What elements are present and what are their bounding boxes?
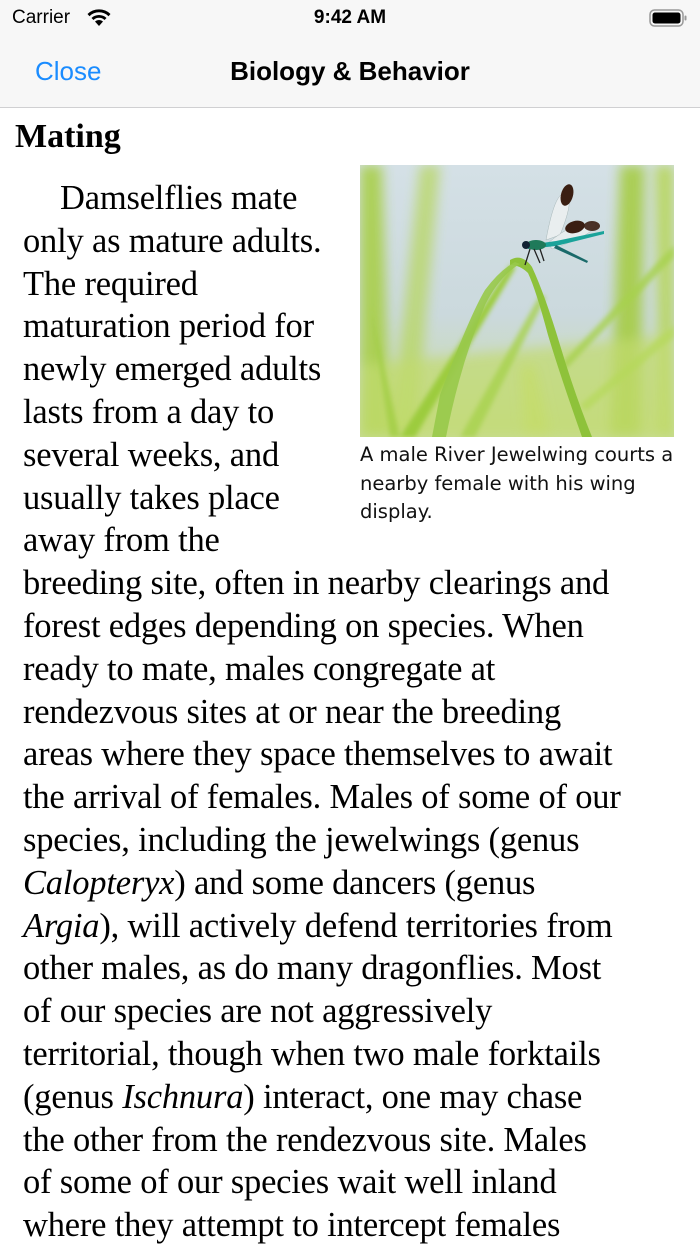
genus-ischnura: Ischnura — [122, 1077, 244, 1116]
close-button[interactable]: Close — [35, 56, 102, 86]
text-line: species, including the jewelwings (genus — [23, 820, 580, 859]
text-line: rendezvous sites at or near the breeding — [23, 692, 562, 731]
text-line: usually takes place — [23, 478, 280, 517]
text-line-with-italic: (genus Ischnura) interact, one may chase — [23, 1077, 583, 1116]
article-scroll-view[interactable] — [0, 109, 700, 1244]
text-line: the arrival of females. Males of some of our — [23, 778, 621, 817]
text-line: of some of our species wait well inland — [23, 1163, 557, 1202]
text-line-with-italic: Argia), will actively defend territories from — [23, 906, 613, 945]
text-line: Damselflies mate — [60, 179, 298, 217]
text-line: several weeks, and — [23, 435, 279, 474]
text-line: breeding site, often in nearby clearings and — [23, 564, 610, 603]
text-line: away from the — [23, 521, 220, 560]
text-line: areas where they space themselves to await — [23, 735, 613, 774]
text-line-with-italic: Calopteryx) and some dancers (genus — [23, 863, 536, 902]
page-title: Biology & Behavior — [230, 56, 470, 86]
text-line: only as mature adults. — [23, 221, 322, 260]
clock: 9:42 AM — [313, 7, 387, 28]
status-bar — [0, 0, 700, 36]
genus-argia: Argia — [23, 906, 100, 945]
navigation-bar — [0, 36, 700, 108]
text-line: of our species are not aggressively — [23, 992, 493, 1031]
article-body — [23, 177, 683, 1244]
text-line: lasts from a day to — [23, 392, 275, 431]
text-line: ready to mate, males congregate at — [23, 649, 496, 688]
text-line: newly emerged adults — [23, 350, 322, 389]
text-line: territorial, though when two male forktails — [23, 1034, 601, 1073]
text-line: other males, as do many dragonflies. Most — [23, 949, 602, 988]
text-line: forest edges depending on species. When — [23, 606, 584, 645]
genus-calopteryx: Calopteryx — [23, 863, 175, 902]
text-line: The required — [23, 264, 198, 303]
figure-caption: A male River Jewelwing courts a nearby female with his wing display. — [360, 443, 674, 523]
text-line: where they attempt to intercept females — [23, 1206, 561, 1244]
section-heading: Mating — [15, 118, 121, 155]
text-line: the other from the rendezvous site. Males — [23, 1120, 587, 1159]
battery-full-icon — [649, 8, 689, 28]
text-line: maturation period for — [23, 307, 314, 346]
carrier-label: Carrier — [12, 7, 71, 28]
